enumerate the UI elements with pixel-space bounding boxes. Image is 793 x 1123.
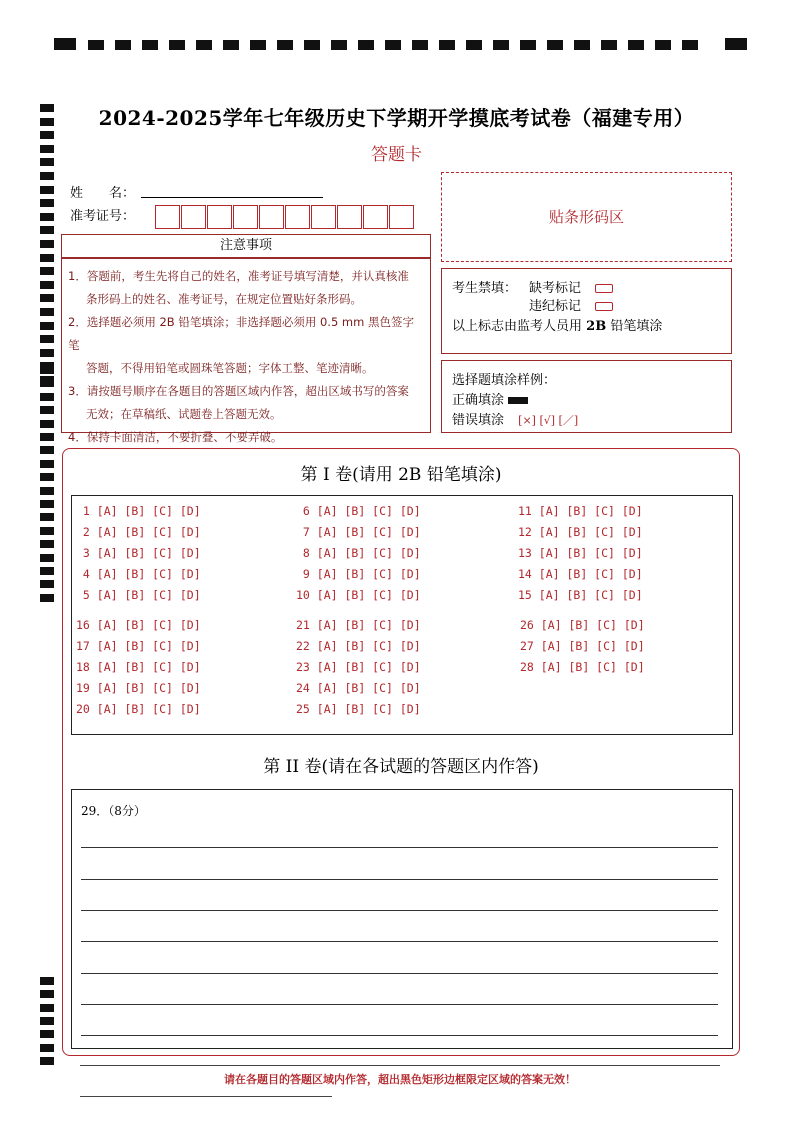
answer-options[interactable]: [A] [B] [C] [D] [316,567,421,581]
choice-question-row[interactable] [76,639,201,653]
answer-line [81,1004,718,1005]
choice-question-row[interactable] [520,618,645,632]
notice-item-2-cont: 答题，不得用铅笔或圆珠笔答题；字体工整、笔迹清晰。 [86,361,374,375]
forbid-note-bold: 2B [586,319,607,334]
question-number: 3 [76,546,97,560]
choice-question-row[interactable] [518,504,643,518]
section-2-title: 第 II 卷(请在各试题的答题区内作答) [263,757,539,777]
choice-answer-box [71,495,733,735]
answer-options[interactable]: [A] [B] [C] [D] [538,588,643,602]
sample-wrong-marks: [×] [√] [／] [518,414,579,427]
answer-options[interactable]: [A] [B] [C] [D] [316,525,421,539]
answer-options[interactable]: [A] [B] [C] [D] [96,618,201,632]
choice-question-row[interactable] [520,639,645,653]
answer-options[interactable]: [A] [B] [C] [D] [316,504,421,518]
sample-wrong-label: 错误填涂 [452,413,505,428]
question-number: 2 [76,525,97,539]
question-number: 8 [296,546,317,560]
question-number: 14 [518,567,539,581]
answer-line [81,973,718,974]
question-number: 24 [296,681,317,695]
answer-options[interactable]: [A] [B] [C] [D] [538,546,643,560]
answer-options[interactable]: [A] [B] [C] [D] [316,546,421,560]
answer-options[interactable]: [A] [B] [C] [D] [538,567,643,581]
answer-options[interactable]: [A] [B] [C] [D] [316,702,421,716]
essay-answer-box[interactable] [71,789,733,1049]
notice-item-4: 4．保持卡面清洁，不要折叠、不要弄破。 [68,430,283,444]
notice-title: 注意事项 [61,234,431,258]
question-number: 13 [518,546,539,560]
choice-question-row[interactable] [518,588,643,602]
violation-mark-box[interactable] [595,302,613,311]
choice-question-row[interactable] [76,588,201,602]
choice-question-row[interactable] [76,702,201,716]
question-number: 4 [76,567,97,581]
choice-question-row[interactable] [296,525,421,539]
answer-options[interactable]: [A] [B] [C] [D] [316,639,421,653]
answer-line [81,941,718,942]
question-number: 17 [76,639,97,653]
answer-options[interactable]: [A] [B] [C] [D] [316,681,421,695]
forbid-note-post: 铅笔填涂 [610,319,663,334]
answer-options[interactable]: [A] [B] [C] [D] [96,639,201,653]
choice-question-row[interactable] [76,567,201,581]
footer-divider-top [80,1065,720,1066]
question-number: 23 [296,660,317,674]
sample-wrong-row [452,409,578,428]
question-number: 5 [76,588,97,602]
answer-options[interactable]: [A] [B] [C] [D] [96,681,201,695]
notice-body [61,258,431,444]
answer-options[interactable]: [A] [B] [C] [D] [316,618,421,632]
sample-correct-label: 正确填涂 [452,393,505,408]
question-number: 25 [296,702,317,716]
filled-mark-icon [508,397,528,404]
choice-question-row[interactable] [520,660,645,674]
forbid-label: 考生禁填： [452,281,518,296]
answer-options[interactable]: [A] [B] [C] [D] [316,660,421,674]
question-number: 18 [76,660,97,674]
absent-mark-box[interactable] [595,284,613,293]
answer-options[interactable]: [A] [B] [C] [D] [96,525,201,539]
question-number: 21 [296,618,317,632]
question-number: 22 [296,639,317,653]
timing-marks-top [54,38,747,50]
answer-line [81,847,718,848]
choice-question-row[interactable] [296,660,421,674]
answer-options[interactable]: [A] [B] [C] [D] [96,660,201,674]
sample-title: 选择题填涂样例： [452,373,557,388]
choice-question-row[interactable] [518,525,643,539]
choice-question-row[interactable] [518,546,643,560]
answer-options[interactable]: [A] [B] [C] [D] [540,618,645,632]
choice-question-row[interactable] [296,588,421,602]
answer-options[interactable]: [A] [B] [C] [D] [96,546,201,560]
question-number: 6 [296,504,317,518]
answer-options[interactable]: [A] [B] [C] [D] [316,588,421,602]
forbid-note-pre: 以上标志由监考人员用 [452,319,583,334]
answer-options[interactable]: [A] [B] [C] [D] [538,504,643,518]
sample-correct-row [452,389,528,408]
answer-options[interactable]: [A] [B] [C] [D] [540,660,645,674]
forbid-note [452,315,662,334]
violation-mark-row [529,295,613,314]
footer-warning: 请在各题目的答题区域内作答，超出黑色矩形边框限定区域的答案无效！ [224,1073,576,1086]
notice-item-1-cont: 条形码上的姓名、准考证号，在规定位置贴好条形码。 [86,292,362,306]
name-field[interactable] [141,197,323,198]
fill-sample-box [441,360,732,433]
question-number: 15 [518,588,539,602]
answer-options[interactable]: [A] [B] [C] [D] [96,504,201,518]
footer-divider-bottom [80,1096,332,1097]
absent-mark-label: 缺考标记 [529,281,582,296]
violation-mark-label: 违纪标记 [529,299,582,314]
answer-options[interactable]: [A] [B] [C] [D] [96,588,201,602]
answer-line [81,910,718,911]
choice-question-row[interactable] [76,618,201,632]
choice-question-row[interactable] [296,504,421,518]
question-number: 9 [296,567,317,581]
question-number: 12 [518,525,539,539]
choice-question-row[interactable] [296,639,421,653]
page-subtitle: 答题卡 [371,145,422,165]
choice-question-row[interactable] [76,681,201,695]
choice-question-row[interactable] [76,660,201,674]
choice-question-row[interactable] [296,618,421,632]
examiner-only-box [441,268,732,354]
answer-line [81,1035,718,1036]
ticket-label: 准考证号： [70,209,136,224]
answer-line [81,879,718,880]
choice-question-row[interactable] [296,546,421,560]
question-number: 20 [76,702,97,716]
question-number: 7 [296,525,317,539]
question-number: 28 [520,660,541,674]
question-number: 27 [520,639,541,653]
notice-item-2: 2．选择题必须用 2B 铅笔填涂；非选择题必须用 0.5 mm 黑色签字笔 [68,315,414,352]
name-label: 姓 名： [70,186,136,201]
question-number: 10 [296,588,317,602]
answer-options[interactable]: [A] [B] [C] [D] [540,639,645,653]
answer-options[interactable]: [A] [B] [C] [D] [96,567,201,581]
choice-question-row[interactable] [76,525,201,539]
section-1-title: 第 I 卷(请用 2B 铅笔填涂) [300,465,502,485]
notice-item-3-cont: 无效；在草稿纸、试题卷上答题无效。 [86,407,282,421]
absent-mark-row [529,277,613,296]
choice-question-row[interactable] [296,681,421,695]
choice-question-row[interactable] [518,567,643,581]
choice-question-row[interactable] [296,567,421,581]
page-title: 2024-2025学年七年级历史下学期开学摸底考试卷（福建专用） [98,106,695,130]
question-number: 11 [518,504,539,518]
answer-options[interactable]: [A] [B] [C] [D] [96,702,201,716]
question-number: 1 [76,504,97,518]
choice-question-row[interactable] [76,546,201,560]
barcode-area[interactable]: 贴条形码区 [441,172,732,262]
question-number: 19 [76,681,97,695]
choice-question-row[interactable] [296,702,421,716]
choice-question-row[interactable] [76,504,201,518]
notice-item-1: 1．答题前，考生先将自己的姓名，准考证号填写清楚，并认真核准 [68,269,409,283]
question-number: 16 [76,618,97,632]
question-29-label: 29．（8分） [81,804,146,818]
answer-options[interactable]: [A] [B] [C] [D] [538,525,643,539]
question-number: 26 [520,618,541,632]
notice-item-3: 3．请按题号顺序在各题目的答题区域内作答，超出区域书写的答案 [68,384,409,398]
